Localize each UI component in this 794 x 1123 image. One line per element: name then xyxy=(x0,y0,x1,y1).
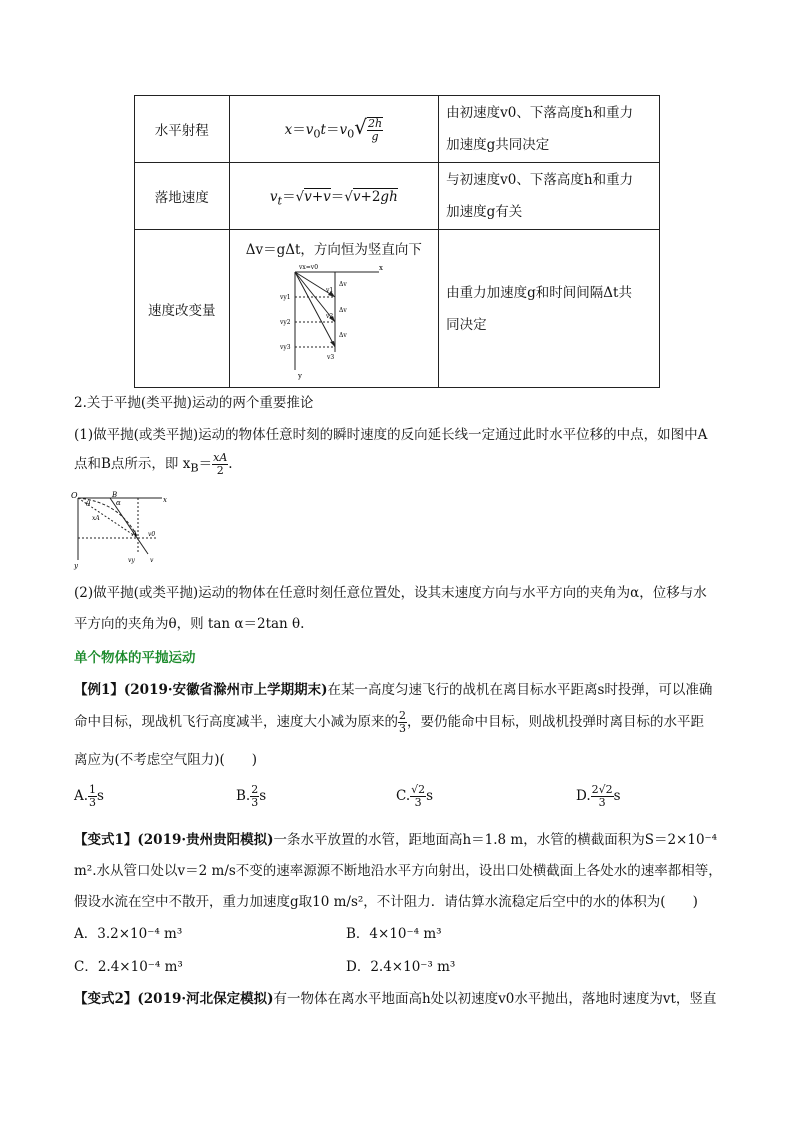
option-tail: s xyxy=(259,788,267,804)
desc-line: 加速度g有关 xyxy=(446,204,523,220)
text: . xyxy=(228,456,233,472)
fraction-denominator: 3 xyxy=(414,796,422,809)
option-label: B. xyxy=(236,788,251,804)
fraction xyxy=(88,784,97,809)
example-source: (2019·河北保定模拟) xyxy=(137,991,274,1007)
label-dv: Δv xyxy=(338,307,347,314)
row-description xyxy=(439,96,660,163)
label-y: y xyxy=(74,562,78,570)
option-tail: s xyxy=(426,788,434,804)
text: 有一物体在离水平地面高h处以初速度v0水平抛出，落地时速度为vt，竖直 xyxy=(273,991,717,1007)
label-vy1: vy1 xyxy=(279,294,291,301)
text: ＝ xyxy=(198,456,213,472)
fraction-numerator: xA xyxy=(213,451,228,464)
label-v3: v3 xyxy=(326,354,335,361)
fraction xyxy=(591,784,614,809)
fraction-numerator: 2 xyxy=(251,783,259,796)
label-dv: Δv xyxy=(338,281,347,288)
desc-line: 与初速度v0、下落高度h和重力 xyxy=(446,172,634,188)
example-source: (2019·贵州贵阳模拟) xyxy=(137,832,274,848)
label-xA: xA xyxy=(92,515,100,522)
desc-line: 由初速度v0、下落高度h和重力 xyxy=(446,105,634,121)
text: 一条水平放置的水管，距地面高h＝1.8 m，水管的横截面积为S＝2×10⁻⁴ xyxy=(273,832,718,848)
label-v: v xyxy=(150,557,154,564)
paragraph-line: (1)做平抛(或类平抛)运动的物体任意时刻的瞬时速度的反向延长线一定通过此时水平位移的中点，如图中A xyxy=(74,427,708,443)
label-vy: vy xyxy=(128,557,135,564)
option-label: C. xyxy=(396,788,411,804)
example-tag: 【变式1】 xyxy=(74,832,138,848)
fraction xyxy=(212,452,228,477)
paragraph-line xyxy=(74,678,712,698)
fraction-denominator: 3 xyxy=(89,796,97,809)
fraction xyxy=(250,784,259,809)
label-theta: θ xyxy=(86,500,91,508)
option-b[interactable]: B．4×10⁻⁴ m³ xyxy=(346,926,442,942)
label-v1: v1 xyxy=(325,287,334,294)
row-formula xyxy=(229,230,439,388)
fraction xyxy=(398,710,407,735)
option-d[interactable] xyxy=(576,784,621,809)
option-label: D. xyxy=(576,788,591,804)
example-tag: 【变式2】 xyxy=(74,991,138,1007)
paragraph-line xyxy=(74,828,717,848)
row-label: 水平射程 xyxy=(135,96,230,163)
label-y: y xyxy=(297,372,302,380)
label-A: A xyxy=(132,530,138,538)
label-B: B xyxy=(112,491,118,499)
label-vy2: vy2 xyxy=(279,319,291,326)
velocity-change-diagram xyxy=(279,262,389,380)
example-source: (2019·安徽省滁州市上学期期末) xyxy=(123,682,328,698)
paragraph-line: 假设水流在空中不散开，重力加速度g取10 m/s²，不计阻力．请估算水流稳定后空中的水的体积为( ) xyxy=(74,894,698,910)
row-description xyxy=(439,163,660,230)
row-description xyxy=(439,230,660,388)
desc-line: 加速度g共同决定 xyxy=(446,137,550,153)
paragraph-line: 平方向的夹角为θ，则 tan α＝2tan θ. xyxy=(74,616,305,632)
paragraph-line xyxy=(74,987,716,1007)
option-label: A. xyxy=(74,788,89,804)
row-formula: $x=v_0t=v_0√$ $\frac{2h}{g}$ xyxy=(229,96,439,163)
v3-arrow xyxy=(295,272,335,347)
label-v2: v2 xyxy=(325,313,334,320)
paragraph-line xyxy=(74,710,704,735)
label-x: x xyxy=(163,496,167,504)
fraction-numerator: 2√2 xyxy=(591,783,613,796)
formula-top: Δv＝gΔt，方向恒为竖直向下 xyxy=(245,242,422,258)
fraction-numerator: 1 xyxy=(89,783,97,796)
example-tag: 【例1】 xyxy=(74,682,124,698)
row-formula: $v_t=√v+v=√v+2gh$ xyxy=(229,163,439,230)
paragraph-line: m².水从管口处以v＝2 m/s不变的速率源源不断地沿水平方向射出，设出口处横截面上各处水的速率都相等， xyxy=(74,863,722,879)
label-v0: v0 xyxy=(148,531,156,538)
option-c[interactable] xyxy=(396,784,433,809)
row-label: 落地速度 xyxy=(135,163,230,230)
option-b[interactable] xyxy=(236,784,266,809)
table-row xyxy=(135,96,660,163)
option-c[interactable]: C．2.4×10⁻⁴ m³ xyxy=(74,959,183,975)
fraction-denominator: 3 xyxy=(399,722,406,735)
option-tail: s xyxy=(97,788,104,804)
label-O: O xyxy=(71,491,78,500)
text: 命中目标，现战机飞行高度减半，速度大小减为原来的 xyxy=(74,714,398,730)
desc-line: 由重力加速度g和时间间隔Δt共 xyxy=(446,284,632,301)
row-label: 速度改变量 xyxy=(135,230,230,388)
text: 在某一高度匀速飞行的战机在离目标水平距离s时投弹，可以准确 xyxy=(327,682,713,698)
label-alpha: α xyxy=(116,499,121,507)
subscript: B xyxy=(190,461,199,475)
label-v0: vx=v0 xyxy=(298,264,318,271)
fraction-denominator: 2 xyxy=(216,464,224,477)
table-row xyxy=(135,230,660,388)
fraction-denominator: 3 xyxy=(251,796,259,809)
label-vy3: vy3 xyxy=(279,344,291,351)
section-heading: 单个物体的平抛运动 xyxy=(74,650,196,666)
option-a[interactable]: A．3.2×10⁻⁴ m³ xyxy=(74,926,183,942)
projectile-figure xyxy=(70,490,180,570)
text: ，要仍能命中目标，则战机投弹时离目标的水平距 xyxy=(407,714,704,730)
option-a[interactable] xyxy=(74,784,104,809)
text: 点和B点所示，即 x xyxy=(74,456,191,472)
paragraph-line: 离应为(不考虑空气阻力)( ) xyxy=(74,752,258,768)
desc-line: 同决定 xyxy=(446,316,487,333)
fraction-numerator: √2 xyxy=(411,783,426,796)
paragraph-line: (2)做平抛(或类平抛)运动的物体在任意时刻任意位置处，设其末速度方向与水平方向的夹角为α，位移与水 xyxy=(74,585,707,601)
table-row xyxy=(135,163,660,230)
option-tail: s xyxy=(613,788,621,804)
arrowhead xyxy=(330,341,335,347)
section-heading: 2.关于平抛(类平抛)运动的两个重要推论 xyxy=(74,395,314,411)
fraction-denominator: 3 xyxy=(598,796,606,809)
fraction-numerator: 2 xyxy=(399,709,406,722)
fraction xyxy=(410,784,426,809)
properties-table xyxy=(134,95,660,388)
label-dv: Δv xyxy=(338,332,347,339)
option-d[interactable]: D．2.4×10⁻³ m³ xyxy=(346,959,456,975)
label-x: x xyxy=(378,264,383,272)
paragraph-line xyxy=(74,452,233,477)
